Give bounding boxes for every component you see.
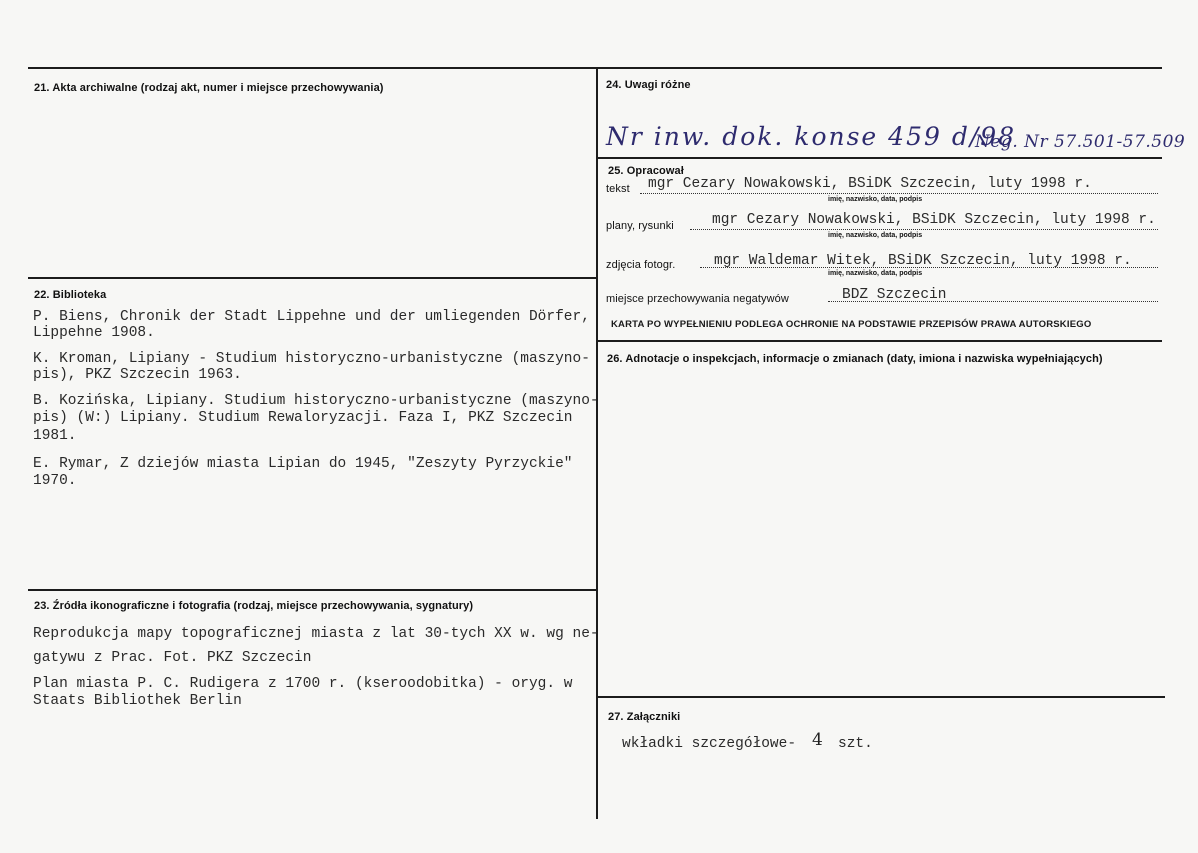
tekst-dotted-line bbox=[640, 193, 1158, 194]
plany-value: mgr Cezary Nowakowski, BSiDK Szczecin, luty 1998 r. bbox=[712, 212, 1156, 228]
section-22-label: 22. Biblioteka bbox=[34, 289, 107, 301]
iconography-line: Reprodukcja mapy topograficznej miasta z lat 30-tych XX w. wg ne- bbox=[33, 626, 599, 642]
section-24-label: 24. Uwagi różne bbox=[606, 79, 691, 91]
signature-hint: imię, nazwisko, data, podpis bbox=[828, 232, 923, 239]
bibliography-line: pis) (W:) Lipiany. Studium Rewaloryzacji. Faza I, PKZ Szczecin bbox=[33, 410, 573, 426]
negatywy-label: miejsce przechowywania negatywów bbox=[606, 293, 789, 305]
copyright-notice: KARTA PO WYPEŁNIENIU PODLEGA OCHRONIE NA PODSTAWIE PRZEPISÓW PRAWA AUTORSKIEGO bbox=[611, 319, 1092, 330]
rule-21-22 bbox=[28, 277, 597, 279]
bibliography-line: pis), PKZ Szczecin 1963. bbox=[33, 367, 242, 383]
bibliography-line: Lippehne 1908. bbox=[33, 325, 155, 341]
inventory-number-handwriting: Nr inw. dok. konse 459 d/98 bbox=[606, 122, 1017, 151]
tekst-label: tekst bbox=[606, 183, 630, 195]
bibliography-line: 1970. bbox=[33, 473, 77, 489]
signature-hint: imię, nazwisko, data, podpis bbox=[828, 270, 923, 277]
attachments-count-handwriting: 4 bbox=[812, 730, 823, 750]
plany-dotted-line bbox=[690, 229, 1158, 230]
rule-24-25 bbox=[597, 157, 1162, 159]
section-25-label: 25. Opracował bbox=[608, 165, 684, 177]
bibliography-line: E. Rymar, Z dziejów miasta Lipian do 1945, "Zeszyty Pyrzyckie" bbox=[33, 456, 573, 472]
signature-hint: imię, nazwisko, data, podpis bbox=[828, 196, 923, 203]
iconography-line: Staats Bibliothek Berlin bbox=[33, 693, 242, 709]
negatywy-value: BDZ Szczecin bbox=[842, 287, 947, 303]
iconography-line: gatywu z Prac. Fot. PKZ Szczecin bbox=[33, 650, 312, 666]
bibliography-line: 1981. bbox=[33, 428, 77, 444]
center-divider bbox=[596, 67, 598, 819]
negative-number-handwriting: Neg. Nr 57.501-57.509 bbox=[975, 132, 1186, 152]
attachments-prefix: wkładki szczegółowe- bbox=[622, 736, 797, 752]
zdjecia-label: zdjęcia fotogr. bbox=[606, 259, 676, 271]
bibliography-line: P. Biens, Chronik der Stadt Lippehne und der umliegenden Dörfer, bbox=[33, 309, 590, 325]
zdjecia-value: mgr Waldemar Witek, BSiDK Szczecin, luty 1998 r. bbox=[714, 253, 1132, 269]
bibliography-line: K. Kroman, Lipiany - Studium historyczno-urbanistyczne (maszyno- bbox=[33, 351, 590, 367]
section-23-label: 23. Źródła ikonograficzne i fotografia (rodzaj, miejsce przechowywania, sygnatury) bbox=[34, 600, 474, 612]
bibliography-line: B. Kozińska, Lipiany. Studium historyczno-urbanistyczne (maszyno- bbox=[33, 393, 599, 409]
tekst-value: mgr Cezary Nowakowski, BSiDK Szczecin, luty 1998 r. bbox=[648, 176, 1092, 192]
top-rule bbox=[28, 67, 1162, 69]
rule-26-27 bbox=[597, 696, 1165, 698]
rule-22-23 bbox=[28, 589, 597, 591]
section-26-label: 26. Adnotacje o inspekcjach, informacje o zmianach (daty, imiona i nazwiska wypełniających) bbox=[607, 353, 1103, 365]
plany-label: plany, rysunki bbox=[606, 220, 674, 232]
iconography-line: Plan miasta P. C. Rudigera z 1700 r. (kseroodobitka) - oryg. w bbox=[33, 676, 573, 692]
section-27-label: 27. Załączniki bbox=[608, 711, 681, 723]
attachments-suffix: szt. bbox=[838, 736, 873, 752]
rule-25-26 bbox=[597, 340, 1162, 342]
section-21-label: 21. Akta archiwalne (rodzaj akt, numer i miejsce przechowywania) bbox=[34, 82, 384, 94]
